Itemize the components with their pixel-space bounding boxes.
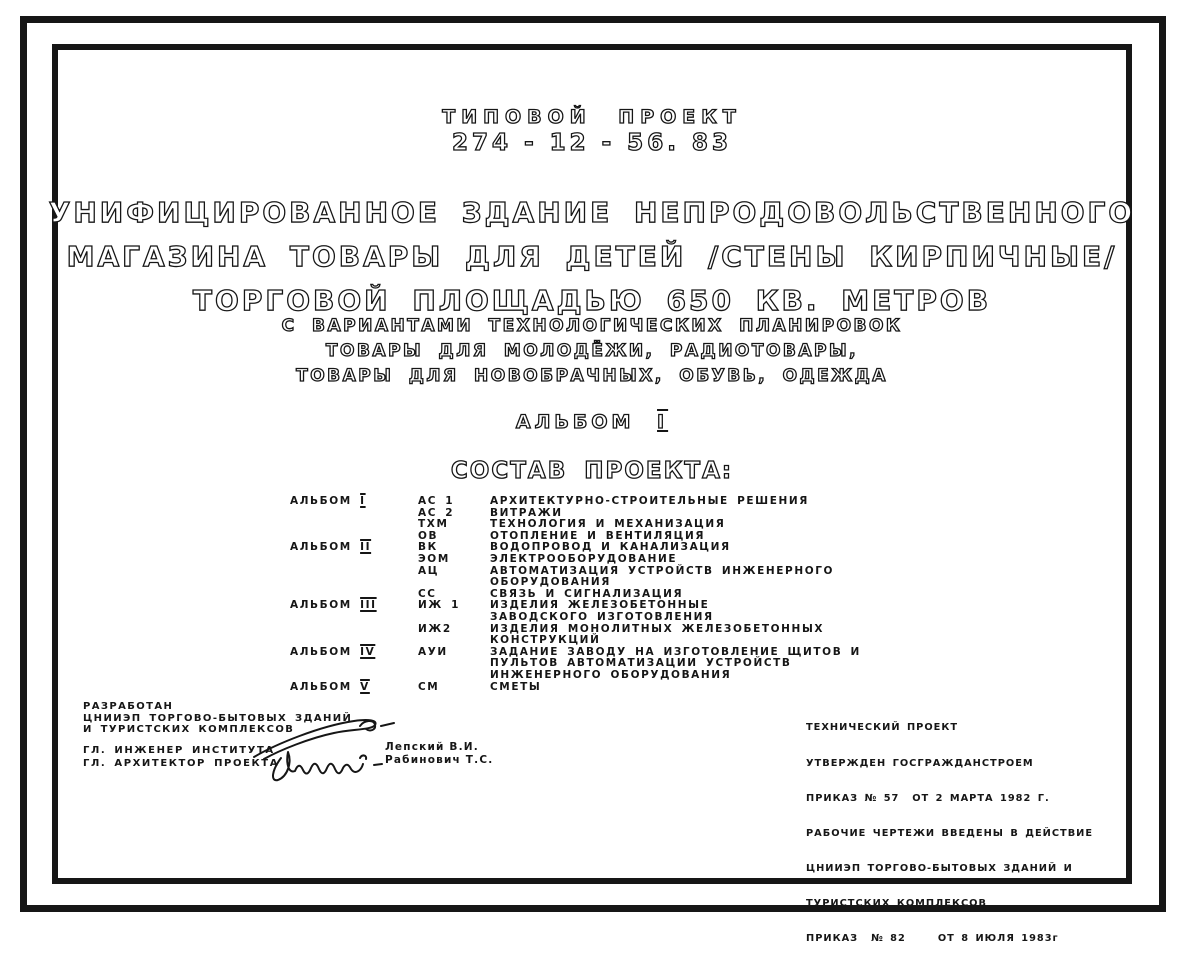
chief-architect-signature [273,752,382,780]
toc-row [290,600,865,623]
main-title-line-1: УНИФИЦИРОВАННОЕ ЗДАНИЕ НЕПРОДОВОЛЬСТВЕННОГО [48,196,1136,229]
desc-line: АРХИТЕКТУРНО-СТРОИТЕЛЬНЫЕ РЕШЕНИЯ [490,495,809,507]
desc-line: ИЗДЕЛИЯ ЖЕЛЕЗОБЕТОННЫЕ [490,599,710,612]
part-code: ВК [418,541,438,554]
album-word: АЛЬБОМ [290,645,361,658]
album-numeral: III [360,599,377,612]
project-number: 274 - 12 - 56. 83 [452,130,732,156]
developer-line-2: ЦНИИЭП ТОРГОВО-БЫТОВЫХ ЗДАНИЙ [83,712,353,724]
desc-line: ОТОПЛЕНИЕ И ВЕНТИЛЯЦИЯ [490,529,706,542]
approval-block [806,699,1093,968]
subtitle-line-3: ТОВАРЫ ДЛЯ НОВОБРАЧНЫХ, ОБУВЬ, ОДЕЖДА [296,366,888,386]
approval-line-1: ТЕХНИЧЕСКИЙ ПРОЕКТ [806,722,959,734]
subtitle [0,314,1184,389]
part-description [490,624,865,647]
part-code: ОВ [418,529,439,542]
contents-heading: СОСТАВ ПРОЕКТА: [450,458,734,484]
part-description [490,496,865,508]
approval-line-2: УТВЕРЖДЕН ГОСГРАЖДАНСТРОЕМ [806,757,1034,769]
album-cell [290,496,418,508]
album-cell [290,647,418,659]
desc-line: СМЕТЫ [490,680,542,693]
chief-engineer-signature [254,720,394,759]
toc-row [290,624,865,647]
subtitle-line-2: ТОВАРЫ ДЛЯ МОЛОДЁЖИ, РАДИОТОВАРЫ, [325,341,859,361]
part-code: ТХМ [418,518,449,531]
desc-line: ЗАВОДСКОГО ИЗГОТОВЛЕНИЯ [490,610,714,623]
project-type-label: ТИПОВОЙ ПРОЕКТ [442,106,742,128]
part-description [490,566,865,589]
album-cell [290,600,418,612]
part-code: АС 2 [418,506,455,519]
part-code: СМ [418,680,440,693]
album-numeral: II [360,541,372,554]
chief-architect-name: Рабинович Т.С. [385,754,494,766]
part-code: ИЖ 1 [418,599,461,612]
part-code: ЭОМ [418,552,450,565]
subtitle-line-1: С ВАРИАНТАМИ ТЕХНОЛОГИЧЕСКИХ ПЛАНИРОВОК [281,316,903,336]
toc-row [290,647,865,682]
approval-line-5: ЦНИИЭП ТОРГОВО-БЫТОВЫХ ЗДАНИЙ И [806,862,1073,874]
desc-line: ЭЛЕКТРООБОРУДОВАНИЕ [490,552,678,565]
part-code: ИЖ2 [418,622,452,635]
album-word: АЛЬБОМ [290,680,361,693]
main-title-line-2: МАГАЗИНА ТОВАРЫ ДЛЯ ДЕТЕЙ /СТЕНЫ КИРПИЧНЫЕ/ [66,240,1118,273]
approval-line-7: ПРИКАЗ № 82 ОТ 8 ИЮЛЯ 1983г [806,933,1059,945]
developer-line-3: И ТУРИСТСКИХ КОМПЛЕКСОВ [83,724,295,736]
album-numeral: IV [360,645,376,658]
album-numeral: V [360,680,370,693]
part-description [490,600,865,623]
desc-line: КОНСТРУКЦИЙ [490,634,601,647]
desc-line: ОБОРУДОВАНИЯ [490,576,611,589]
main-title-line-3: ТОРГОВОЙ ПЛОЩАДЬЮ 650 КВ. МЕТРОВ [192,284,992,317]
main-title [0,191,1184,323]
album-heading-numeral: I [657,411,669,433]
album-heading-word: АЛЬБОМ [515,411,635,433]
album-cell [290,682,418,694]
developer-line-1: РАЗРАБОТАН [83,701,174,712]
desc-line: ВОДОПРОВОД И КАНАЛИЗАЦИЯ [490,541,731,554]
album-heading [0,411,1184,433]
part-code: СС [418,587,437,600]
part-description [490,647,865,682]
album-word: АЛЬБОМ [290,495,361,507]
chief-engineer-role: ГЛ. ИНЖЕНЕР ИНСТИТУТА [83,745,275,756]
chief-engineer-name: Лепский В.И. [385,741,479,753]
desc-line: ПУЛЬТОВ АВТОМАТИЗАЦИИ УСТРОЙСТВ [490,657,792,670]
desc-line: ИЗДЕЛИЯ МОНОЛИТНЫХ ЖЕЛЕЗОБЕТОННЫХ [490,622,825,635]
project-contents-table [290,496,865,693]
album-word: АЛЬБОМ [290,599,361,612]
desc-line: АВТОМАТИЗАЦИЯ УСТРОЙСТВ ИНЖЕНЕРНОГО [490,564,835,577]
chief-architect-role: ГЛ. АРХИТЕКТОР ПРОЕКТА [83,758,280,769]
desc-line: ИНЖЕНЕРНОГО ОБОРУДОВАНИЯ [490,668,732,681]
desc-line: ТЕХНОЛОГИЯ И МЕХАНИЗАЦИЯ [490,518,726,531]
part-code: АУИ [418,645,448,658]
approval-line-4: РАБОЧИЕ ЧЕРТЕЖИ ВВЕДЕНЫ В ДЕЙСТВИЕ [806,827,1094,839]
signatures [248,702,398,784]
part-code: АЦ [418,564,440,577]
part-description [490,554,865,566]
album-word: АЛЬБОМ [290,541,361,554]
desc-line: ВИТРАЖИ [490,506,563,519]
approval-line-3: ПРИКАЗ № 57 ОТ 2 МАРТА 1982 Г. [806,792,1050,804]
desc-line: ЗАДАНИЕ ЗАВОДУ НА ИЗГОТОВЛЕНИЕ ЩИТОВ И [490,645,861,658]
toc-row [290,554,865,566]
toc-row [290,682,865,694]
album-numeral: I [360,495,366,507]
part-code: АС 1 [418,495,455,507]
toc-row [290,496,865,508]
part-description [490,682,865,694]
approval-line-6: ТУРИСТСКИХ КОМПЛЕКСОВ [806,897,987,909]
desc-line: СВЯЗЬ И СИГНАЛИЗАЦИЯ [490,587,684,600]
toc-row [290,566,865,589]
album-cell [290,542,418,554]
